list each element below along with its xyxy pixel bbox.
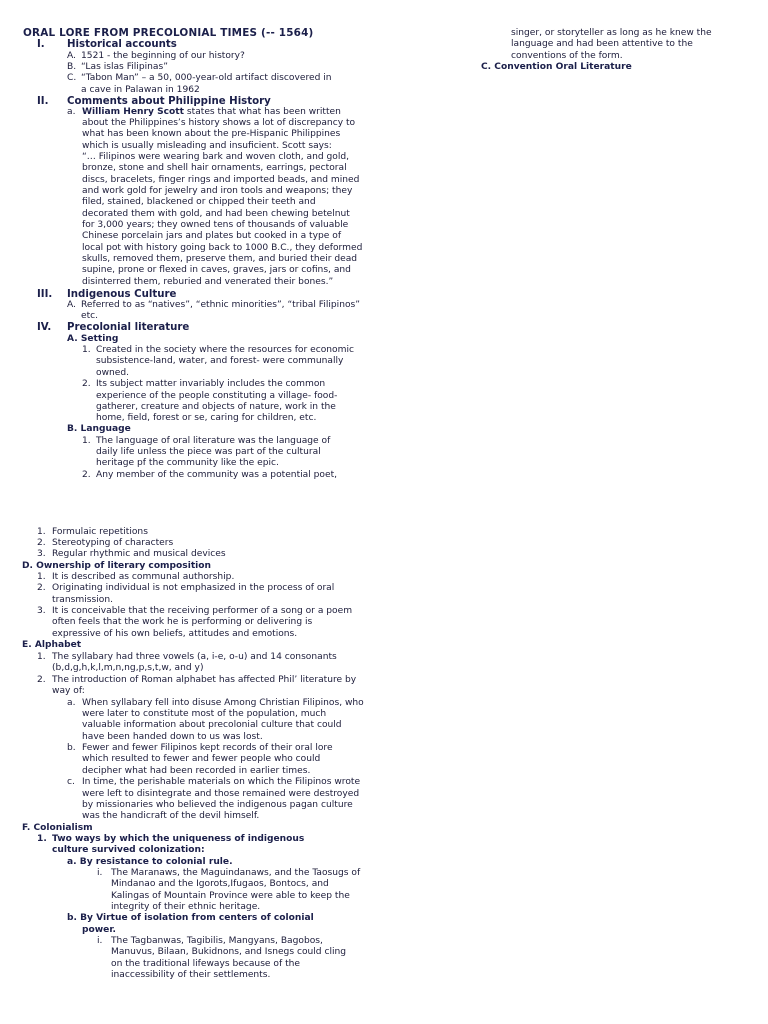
list-marker: B. xyxy=(67,62,77,72)
section-heading: Historical accounts xyxy=(67,39,177,50)
paragraph-line: decorated them with gold, and had been chewing betelnut xyxy=(82,209,350,219)
list-item-text: experience of the people constituting a village- food- xyxy=(96,391,338,401)
section-numeral: IV. xyxy=(37,322,52,333)
subsection-heading: b. By Virtue of isolation from centers of colonial xyxy=(67,913,314,923)
list-item-text: valuable information about precolonial culture that could xyxy=(82,720,342,730)
list-item-text: It is described as communal authorship. xyxy=(52,572,235,582)
list-item-text: Kalingas of Mountain Province were able to keep the xyxy=(111,891,350,901)
list-item-text: often feels that the work he is performing or delivering is xyxy=(52,617,313,627)
list-item-text: on the traditional lifeways because of the xyxy=(111,959,300,969)
list-item-text: 1521 - the beginning of our history? xyxy=(81,51,245,61)
list-item-text: gatherer, creature and objects of nature, work in the xyxy=(96,402,336,412)
list-item-text: heritage pf the community like the epic. xyxy=(96,458,279,468)
list-marker: i. xyxy=(97,936,103,946)
subsection-heading: D. Ownership of literary composition xyxy=(22,561,212,571)
list-item-text: “Las islas Filipinas” xyxy=(81,62,168,72)
paragraph-line xyxy=(82,107,341,118)
list-item-text: home, field, forest or se, caring for children, etc. xyxy=(96,413,317,423)
list-item-text: Manuvus, Bilaan, Bukidnons, and Isnegs could cling xyxy=(111,947,347,957)
list-item-text: have been handed down to us was lost. xyxy=(82,732,263,742)
list-item-text: were left to disintegrate and those remained were destroyed xyxy=(82,789,360,799)
list-item-text: The language of oral literature was the language of xyxy=(96,436,331,446)
list-marker: 2. xyxy=(37,583,46,593)
paragraph-line: supine, prone or flexed in caves, graves, jars or cofins, and xyxy=(82,265,351,275)
list-item-text: Originating individual is not emphasized in the process of oral xyxy=(52,583,335,593)
list-item-text: etc. xyxy=(81,311,99,321)
list-marker: 2. xyxy=(37,675,46,685)
paragraph-text: states that what has been written xyxy=(184,107,341,117)
list-item-text: Referred to as “natives”, “ethnic minorities”, “tribal Filipinos” xyxy=(81,300,360,310)
author-name: William Henry Scott xyxy=(82,107,184,117)
subsection-heading: a. By resistance to colonial rule. xyxy=(67,857,233,867)
list-marker: i. xyxy=(97,868,103,878)
list-marker: C. xyxy=(67,73,77,83)
list-item-text: Mindanao and the Igorots,Ifugaos, Bontocs, and xyxy=(111,879,329,889)
list-item-text: a cave in Palawan in 1962 xyxy=(81,85,200,95)
paragraph-line: Chinese porcelain jars and plates but cooked in a type of xyxy=(82,231,342,241)
list-item-text: “Tabon Man” – a 50, 000-year-old artifact discovered in xyxy=(81,73,332,83)
list-item-text: In time, the perishable materials on which the Filipinos wrote xyxy=(82,777,361,787)
list-item-text: culture survived colonization: xyxy=(52,845,205,855)
list-item-text: The syllabary had three vowels (a, i-e, o-u) and 14 consonants xyxy=(52,652,337,662)
subsection-heading: power. xyxy=(82,925,116,935)
list-item-text: (b,d,g,h,k,l,m,n,ng,p,s,t,w, and y) xyxy=(52,663,204,673)
paragraph-line: for 3,000 years; they owned tens of thousands of valuable xyxy=(82,220,349,230)
list-marker: A. xyxy=(67,51,76,61)
list-marker: a. xyxy=(67,698,76,708)
paragraph-line: and work gold for jewelry and iron tools and weapons; they xyxy=(82,186,353,196)
list-item-text: subsistence-land, water, and forest- were communally xyxy=(96,356,344,366)
list-item-text: Created in the society where the resources for economic xyxy=(96,345,354,355)
section-numeral: I. xyxy=(37,39,45,50)
subsection-heading: C. Convention Oral Literature xyxy=(481,62,632,72)
list-item-text: When syllabary fell into disuse Among Christian Filipinos, who xyxy=(82,698,364,708)
continuation-text: conventions of the form. xyxy=(511,51,623,61)
list-marker: c. xyxy=(67,777,75,787)
paragraph-line: “… Filipinos were wearing bark and woven cloth, and gold, xyxy=(82,152,350,162)
paragraph-line: discs, bracelets, finger rings and imported beads, and mined xyxy=(82,175,360,185)
list-item-text: were later to constitute most of the population, much xyxy=(82,709,327,719)
list-item-text: inaccessibility of their settlements. xyxy=(111,970,271,980)
list-item-text: The Maranaws, the Maguindanaws, and the Taosugs of xyxy=(111,868,361,878)
list-marker: b. xyxy=(67,743,76,753)
list-item-text: The Tagbanwas, Tagibilis, Mangyans, Bagobos, xyxy=(111,936,323,946)
paragraph-line: disinterred them, reburied and venerated their bones.” xyxy=(82,277,334,287)
continuation-text: singer, or storyteller as long as he knew the xyxy=(511,28,712,38)
list-marker: 1. xyxy=(37,527,46,537)
subsection-heading: A. Setting xyxy=(67,334,119,344)
paragraph-line: local pot with history going back to 1000 B.C., they deformed xyxy=(82,243,363,253)
list-item-text: Regular rhythmic and musical devices xyxy=(52,549,226,559)
paragraph-line: filed, stained, blackened or chipped their teeth and xyxy=(82,197,316,207)
list-item-text: by missionaries who believed the indigenous pagan culture xyxy=(82,800,353,810)
subsection-heading: E. Alphabet xyxy=(22,640,82,650)
paragraph-line: about the Philippines’s history shows a lot of discrepancy to xyxy=(82,118,356,128)
section-heading: Comments about Philippine History xyxy=(67,96,271,107)
list-marker: 1. xyxy=(37,572,46,582)
list-item-text: owned. xyxy=(96,368,130,378)
list-marker: 2. xyxy=(82,470,91,480)
paragraph-line: which is usually misleading and insuficient. Scott says: xyxy=(82,141,332,151)
list-item-text: daily life unless the piece was part of the cultural xyxy=(96,447,321,457)
paragraph-line: what has been known about the pre-Hispanic Philippines xyxy=(82,129,341,139)
paragraph-line: skulls, removed them, preserve them, and buried their dead xyxy=(82,254,358,264)
list-marker: 3. xyxy=(37,549,46,559)
list-item-text: Two ways by which the uniqueness of indigenous xyxy=(52,834,305,844)
subsection-heading: B. Language xyxy=(67,424,131,434)
subsection-heading: F. Colonialism xyxy=(22,823,93,833)
list-item-text: transmission. xyxy=(52,595,113,605)
section-heading: Indigenous Culture xyxy=(67,289,177,300)
list-marker: 2. xyxy=(37,538,46,548)
list-item-text: Stereotyping of characters xyxy=(52,538,174,548)
list-item-text: The introduction of Roman alphabet has affected Phil’ literature by xyxy=(52,675,357,685)
list-marker: 3. xyxy=(37,606,46,616)
list-item-text: integrity of their ethnic heritage. xyxy=(111,902,261,912)
continuation-text: language and had been attentive to the xyxy=(511,39,693,49)
list-marker: 1. xyxy=(82,436,91,446)
list-item-text: Any member of the community was a potential poet, xyxy=(96,470,338,480)
list-item-text: It is conceivable that the receiving performer of a song or a poem xyxy=(52,606,353,616)
list-item-text: Its subject matter invariably includes the common xyxy=(96,379,326,389)
list-marker: 1. xyxy=(37,652,46,662)
list-item-text: Formulaic repetitions xyxy=(52,527,148,537)
list-item-text: was the handicraft of the devil himself. xyxy=(82,811,260,821)
list-item-text: which resulted to fewer and fewer people who could xyxy=(82,754,321,764)
section-numeral: III. xyxy=(37,289,53,300)
list-marker: a. xyxy=(67,107,76,117)
list-item-text: way of: xyxy=(52,686,85,696)
list-marker: 2. xyxy=(82,379,91,389)
paragraph-line: bronze, stone and shell hair ornaments, earrings, pectoral xyxy=(82,163,347,173)
list-item-text: decipher what had been recorded in earlier times. xyxy=(82,766,311,776)
list-marker: 1. xyxy=(82,345,91,355)
list-marker: A. xyxy=(67,300,76,310)
section-numeral: II. xyxy=(37,96,49,107)
list-item-text: expressive of his own beliefs, attitudes and emotions. xyxy=(52,629,298,639)
section-heading: Precolonial literature xyxy=(67,322,190,333)
list-marker: 1. xyxy=(37,834,47,844)
document-title: ORAL LORE FROM PRECOLONIAL TIMES (-- 1564) xyxy=(23,27,314,39)
list-item-text: Fewer and fewer Filipinos kept records of their oral lore xyxy=(82,743,333,753)
